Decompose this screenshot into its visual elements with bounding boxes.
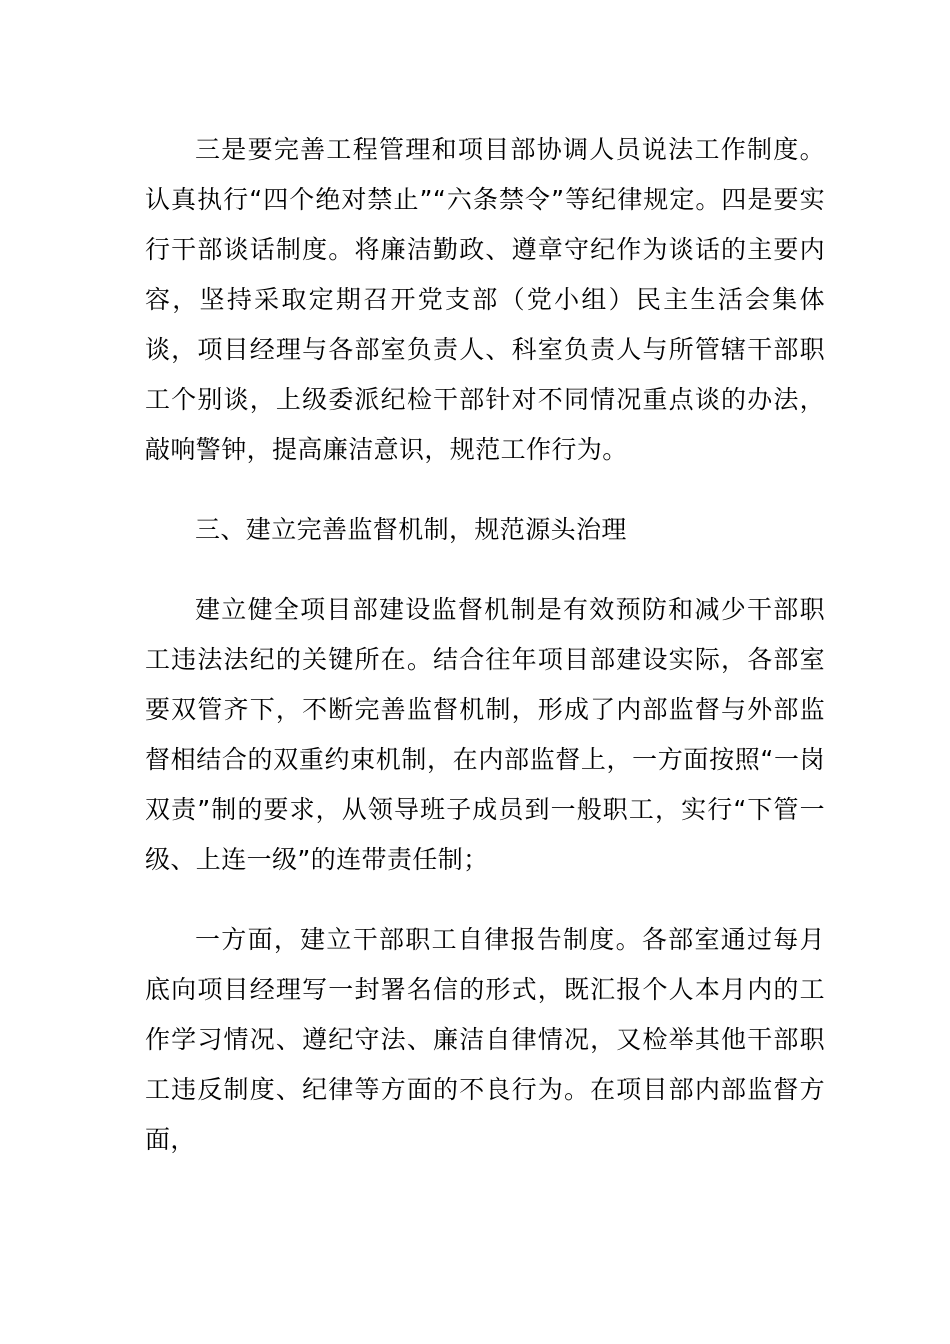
section-heading-supervision: 三、建立完善监督机制，规范源头治理: [195, 515, 627, 544]
paragraph-self-discipline-report: 一方面，建立干部职工自律报告制度。各部室通过每月底向项目经理写一封署名信的形式，既汇报个人本月内的工作学习情况、遵纪守法、廉洁自律情况，又检举其他干部职工违反制度、纪律等方面的不良行为。在项目部内部监督方面，: [145, 925, 825, 1154]
document-body: [145, 125, 825, 1195]
paragraph-supervision-mechanism: 建立健全项目部建设监督机制是有效预防和减少干部职工违法法纪的关键所在。结合往年项目部建设实际，各部室要双管齐下，不断完善监督机制，形成了内部监督与外部监督相结合的双重约束机制，在内部监督上，一方面按照“一岗双责”制的要求，从领导班子成员到一般职工，实行“下管一级、上连一级”的连带责任制；: [145, 595, 825, 874]
paragraph-talk-system: 三是要完善工程管理和项目部协调人员说法工作制度。认真执行“四个绝对禁止”“六条禁令”等纪律规定。四是要实行干部谈话制度。将廉洁勤政、遵章守纪作为谈话的主要内容，坚持采取定期召开党支部（党小组）民主生活会集体谈，项目经理与各部室负责人、科室负责人与所管辖干部职工个别谈，上级委派纪检干部针对不同情况重点谈的办法，敲响警钟，提高廉洁意识，规范工作行为。: [145, 135, 825, 464]
